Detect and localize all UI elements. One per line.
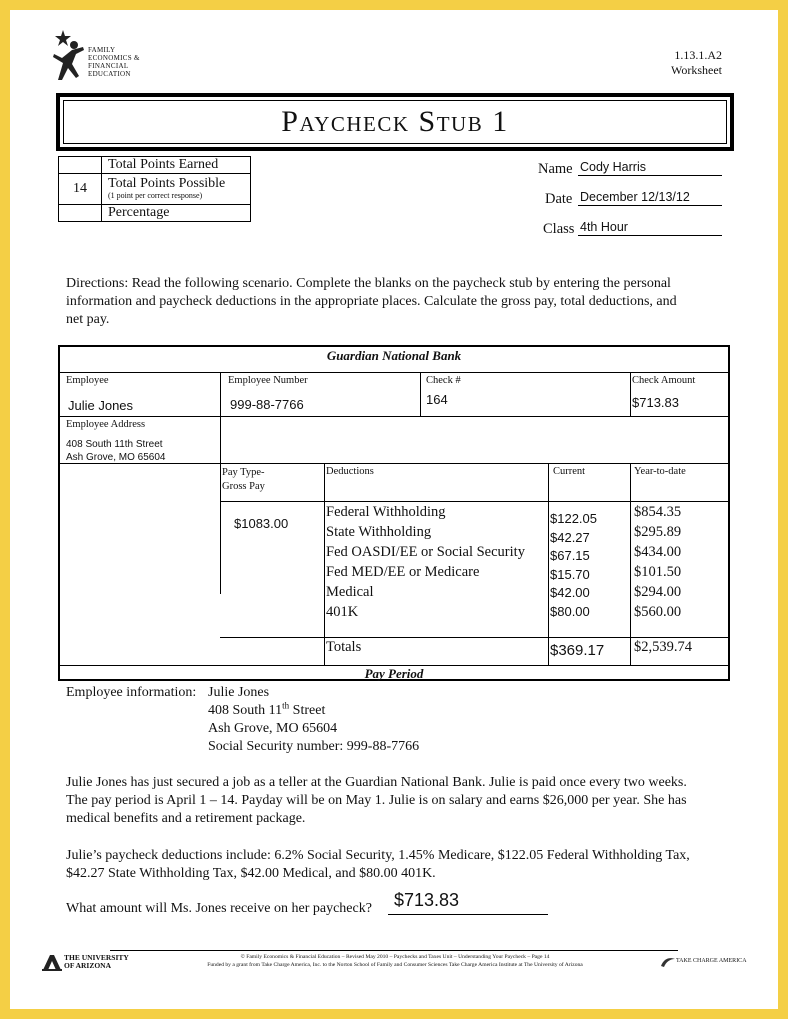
date-label: Date (545, 191, 573, 207)
ytd-amount: $434.00 (634, 544, 682, 560)
class-value: 4th Hour (580, 220, 628, 234)
name-value: Cody Harris (580, 160, 646, 174)
page-title: Paycheck Stub 1 (63, 100, 727, 144)
deductions-list (326, 502, 525, 622)
employee-number-value[interactable]: 999-88-7766 (230, 397, 304, 412)
deduction-item: Fed OASDI/EE or Social Security (326, 544, 525, 560)
totals-ytd: $2,539.74 (634, 639, 692, 655)
current-label: Current (553, 466, 586, 477)
block-a-icon (42, 954, 62, 972)
directions-line: information and paycheck deductions in the appropriate places. Calculate the gross pay, total deductions, and (66, 294, 677, 309)
directions-line: Directions: Read the following scenario. Complete the blanks on the paycheck stub by entering the personal (66, 276, 671, 291)
scenario-line: Julie Jones has just secured a job as a teller at the Guardian National Bank. Julie is paid once every two weeks. (66, 775, 687, 790)
title-box (56, 93, 734, 151)
totals-label: Totals (326, 639, 362, 655)
directions-line: net pay. (66, 312, 110, 327)
points-possible-label: Total Points Possible (108, 176, 226, 191)
deduction-item: Medical (326, 584, 374, 600)
bank-name: Guardian National Bank (326, 348, 462, 363)
take-charge-text: TAKE CHARGE AMERICA (676, 958, 747, 964)
check-number-label: Check # (426, 375, 461, 386)
deductions-label: Deductions (326, 466, 374, 477)
footer-line: Funded by a grant from Take Charge America, Inc. to the Norton School of Family and Consumer Sciences Take Charge America Institute at The University of Arizona (207, 962, 583, 968)
footer-text (130, 953, 660, 969)
employee-info (208, 684, 419, 756)
logo-line: FAMILY (88, 46, 116, 54)
swoosh-icon (660, 956, 676, 968)
pay-type-label: Pay Type- (222, 467, 265, 478)
university-line: THE UNIVERSITY (64, 953, 129, 962)
deduction-item: Federal Withholding (326, 504, 446, 520)
answer-field[interactable] (388, 890, 548, 915)
logo-line: FINANCIAL (88, 62, 129, 70)
employee-address[interactable] (66, 438, 166, 464)
current-amount: $42.00 (550, 585, 590, 600)
check-number-value[interactable]: 164 (426, 392, 448, 407)
scenario-line: The pay period is April 1 – 14. Payday will be on May 1. Julie is on salary and earns $26,000 per year. She has (66, 793, 687, 808)
class-label: Class (543, 221, 575, 237)
points-possible-value: 14 (59, 174, 102, 205)
points-earned-value[interactable] (59, 157, 102, 174)
name-label: Name (538, 161, 573, 177)
ytd-amounts (634, 502, 681, 622)
worksheet-page (10, 10, 778, 1009)
street-prefix: 408 South 11 (208, 703, 283, 718)
ytd-amount: $294.00 (634, 584, 682, 600)
scenario-line: medical benefits and a retirement package. (66, 811, 306, 826)
footer-line: © Family Economics & Financial Education – Revised May 2010 – Paychecks and Taxes Unit – Understanding Your Paycheck – Page 14 (240, 954, 550, 960)
ytd-amount: $560.00 (634, 604, 682, 620)
fefe-logo (50, 28, 150, 83)
employee-value[interactable]: Julie Jones (68, 398, 134, 413)
star-figure-icon (50, 28, 86, 82)
info-street (208, 702, 419, 720)
paycheck-stub (58, 345, 730, 681)
employee-info-label: Employee information: (66, 685, 197, 700)
worksheet-type: Worksheet (670, 63, 722, 77)
date-field[interactable] (578, 188, 722, 206)
deduction-item: State Withholding (326, 524, 432, 540)
points-table (58, 156, 251, 222)
points-earned-label: Total Points Earned (102, 157, 251, 174)
employee-address-label: Employee Address (66, 419, 146, 430)
info-ssn: Social Security number: 999-88-7766 (208, 739, 420, 754)
address-line: Ash Grove, MO 65604 (66, 452, 166, 463)
worksheet-code: 1.13.1.A2 (674, 48, 722, 62)
address-line: 408 South 11th Street (66, 439, 163, 450)
university-line: OF ARIZONA (64, 961, 112, 970)
percentage-value[interactable] (59, 205, 102, 222)
current-amount: $15.70 (550, 566, 590, 582)
ytd-label: Year-to-date (634, 466, 686, 477)
current-amounts[interactable] (550, 510, 597, 621)
deduction-item: 401K (326, 604, 359, 620)
class-field[interactable] (578, 218, 722, 236)
date-value: December 12/13/12 (580, 190, 690, 204)
name-field[interactable] (578, 158, 722, 176)
ytd-amount: $854.35 (634, 504, 682, 520)
current-amount: $67.15 (550, 548, 590, 563)
gross-pay-value[interactable]: $1083.00 (234, 516, 289, 531)
logo-line: EDUCATION (88, 70, 131, 78)
street-sup: th (282, 700, 290, 711)
deductions-para-line: $42.27 State Withholding Tax, $42.00 Medical, and $80.00 401K. (66, 866, 436, 881)
current-amount: $42.27 (550, 529, 590, 545)
directions (66, 275, 746, 329)
deductions-para-line: Julie’s paycheck deductions include: 6.2% Social Security, 1.45% Medicare, $122.05 Federal Withholding Tax, (66, 848, 690, 863)
ytd-amount: $101.50 (634, 564, 682, 580)
current-amount: $80.00 (550, 603, 590, 619)
street-suffix: Street (289, 703, 326, 718)
current-amount: $122.05 (550, 511, 597, 526)
check-amount-label: Check Amount (632, 375, 696, 386)
employee-number-label: Employee Number (228, 375, 308, 386)
percentage-label: Percentage (102, 205, 251, 222)
answer-value: $713.83 (394, 890, 460, 910)
question: What amount will Ms. Jones receive on her paycheck? (66, 901, 372, 916)
employee-label: Employee (66, 375, 109, 386)
deduction-item: Fed MED/EE or Medicare (326, 564, 480, 580)
scenario (66, 774, 756, 828)
points-note: (1 point per correct response) (108, 191, 203, 200)
gross-pay-label: Gross Pay (222, 481, 265, 492)
deductions-paragraph (66, 847, 756, 883)
logo-line: ECONOMICS & (88, 54, 140, 62)
check-amount-value[interactable]: $713.83 (632, 395, 679, 410)
info-name: Julie Jones (208, 685, 270, 700)
totals-current[interactable]: $369.17 (550, 642, 605, 659)
pay-period-label: Pay Period (364, 666, 424, 681)
info-city: Ash Grove, MO 65604 (208, 721, 338, 736)
ytd-amount: $295.89 (634, 524, 682, 540)
